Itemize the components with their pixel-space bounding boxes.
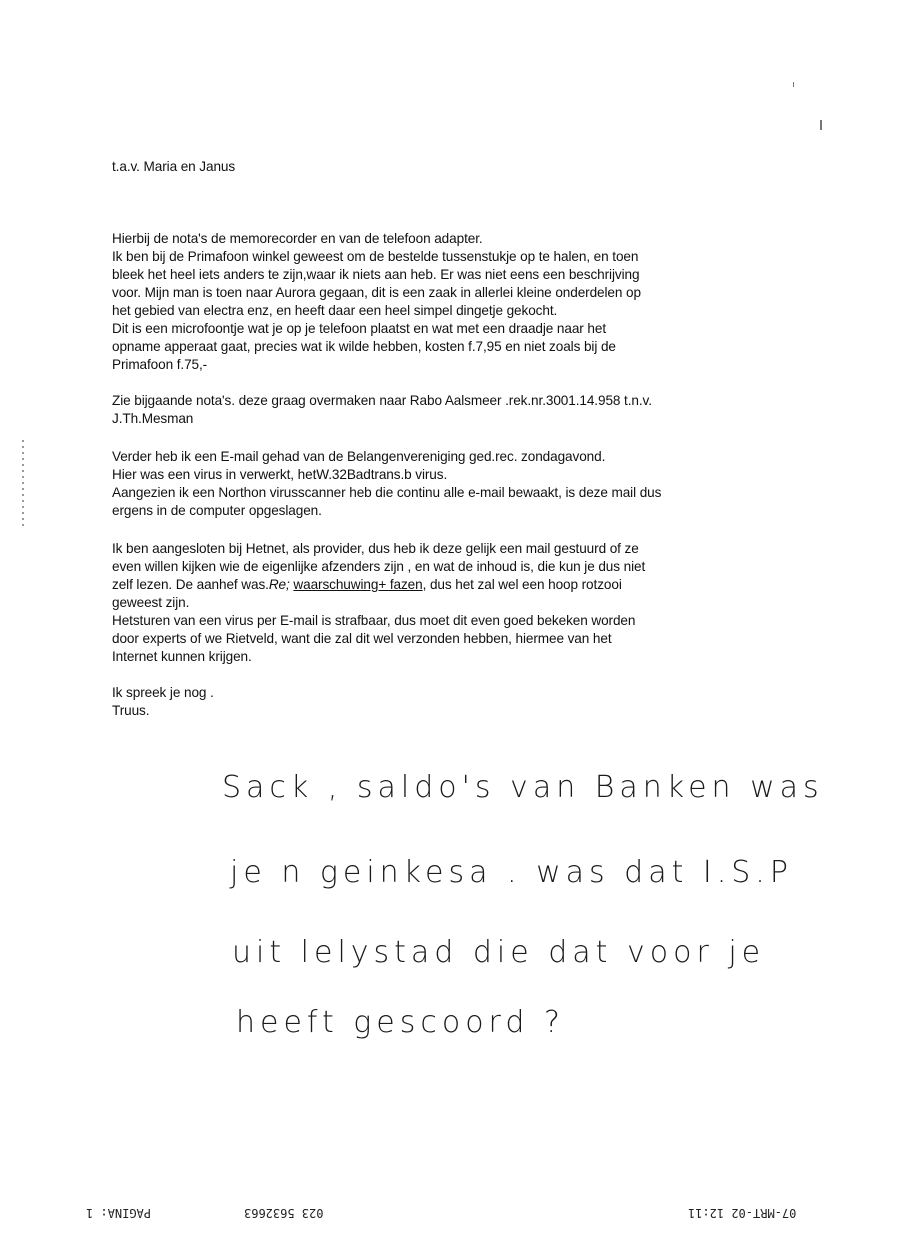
letter-line: opname apperaat gaat, precies wat ik wilde hebben, kosten f.7,95 en niet zoals bij de bbox=[112, 339, 616, 354]
scan-tick-mark bbox=[793, 82, 794, 87]
addressee: t.a.v. Maria en Janus bbox=[112, 159, 236, 174]
letter-line: Internet kunnen krijgen. bbox=[112, 649, 252, 664]
letter-line: Ik ben bij de Primafoon winkel geweest om de bestelde tussenstukje op te halen, en toen bbox=[112, 249, 639, 264]
letter-line: Verder heb ik een E-mail gehad van de Belangenvereniging ged.rec. zondagavond. bbox=[112, 449, 606, 464]
scan-tick-mark bbox=[820, 120, 822, 130]
subject-link: waarschuwing+ fazen bbox=[293, 577, 423, 592]
letter-line: Dit is een microfoontje wat je op je telefoon plaatst en wat met een draadje naar het bbox=[112, 321, 607, 336]
letter-line: Zie bijgaande nota's. deze graag overmaken naar Rabo Aalsmeer .rek.nr.3001.14.958 t.n.v. bbox=[112, 393, 652, 408]
letter-line: bleek het heel iets anders te zijn,waar ik niets aan heb. Er was niet eens een beschrijving bbox=[112, 267, 640, 282]
letter-line: door experts of we Rietveld, want die zal dit wel verzonden hebben, hiermee van het bbox=[112, 631, 612, 646]
letter-line bbox=[112, 576, 622, 594]
letter-line: Aangezien ik een Northon virusscanner heb die continu alle e-mail bewaakt, is deze mail dus bbox=[112, 485, 662, 500]
letter-line: voor. Mijn man is toen naar Aurora gegaan, dit is een zaak in allerlei kleine onderdelen op bbox=[112, 285, 641, 300]
letter-line: het gebied van electra enz, en heeft daar een heel simpel dingetje gekocht. bbox=[112, 303, 558, 318]
letter-line: ergens in de computer opgeslagen. bbox=[112, 503, 322, 518]
letter-text: , dus het zal wel een hoop rotzooi bbox=[422, 577, 622, 592]
handwritten-line: je n geinkesa . was dat I.S.P bbox=[230, 855, 793, 890]
letter-line: Ik ben aangesloten bij Hetnet, als provider, dus heb ik deze gelijk een mail gestuurd of ze bbox=[112, 541, 639, 556]
letter-text: zelf lezen. De aanhef was. bbox=[112, 577, 269, 592]
letter-line: Hierbij de nota's de memorecorder en van de telefoon adapter. bbox=[112, 231, 483, 246]
handwritten-line: Sack , saldo's van Banken was bbox=[222, 770, 824, 805]
letter-line: even willen kijken wie de eigenlijke afzenders zijn , en wat de inhoud is, die kun je dus niet bbox=[112, 559, 646, 574]
subject-prefix: Re; bbox=[268, 577, 290, 592]
letter-line: J.Th.Mesman bbox=[112, 411, 194, 426]
letter-line: Hier was een virus in verwerkt, hetW.32Badtrans.b virus. bbox=[112, 467, 448, 482]
letter-line: Hetsturen van een virus per E-mail is strafbaar, dus moet dit even goed bekeken worden bbox=[112, 613, 636, 628]
signature: Truus. bbox=[112, 703, 150, 718]
letter-line: geweest zijn. bbox=[112, 595, 190, 610]
scan-edge-marks bbox=[22, 440, 24, 530]
handwritten-line: heeft gescoord ? bbox=[236, 1005, 565, 1040]
fax-footer-number: 023 5632663 bbox=[244, 1206, 324, 1220]
handwritten-line: uit lelystad die dat voor je bbox=[232, 935, 766, 970]
fax-footer-page: PAGINA: 1 bbox=[86, 1206, 152, 1220]
letter-line: Primafoon f.75,- bbox=[112, 357, 208, 372]
fax-footer-date: 07-MRT-02 12:11 bbox=[688, 1206, 797, 1220]
closing: Ik spreek je nog . bbox=[112, 685, 214, 700]
